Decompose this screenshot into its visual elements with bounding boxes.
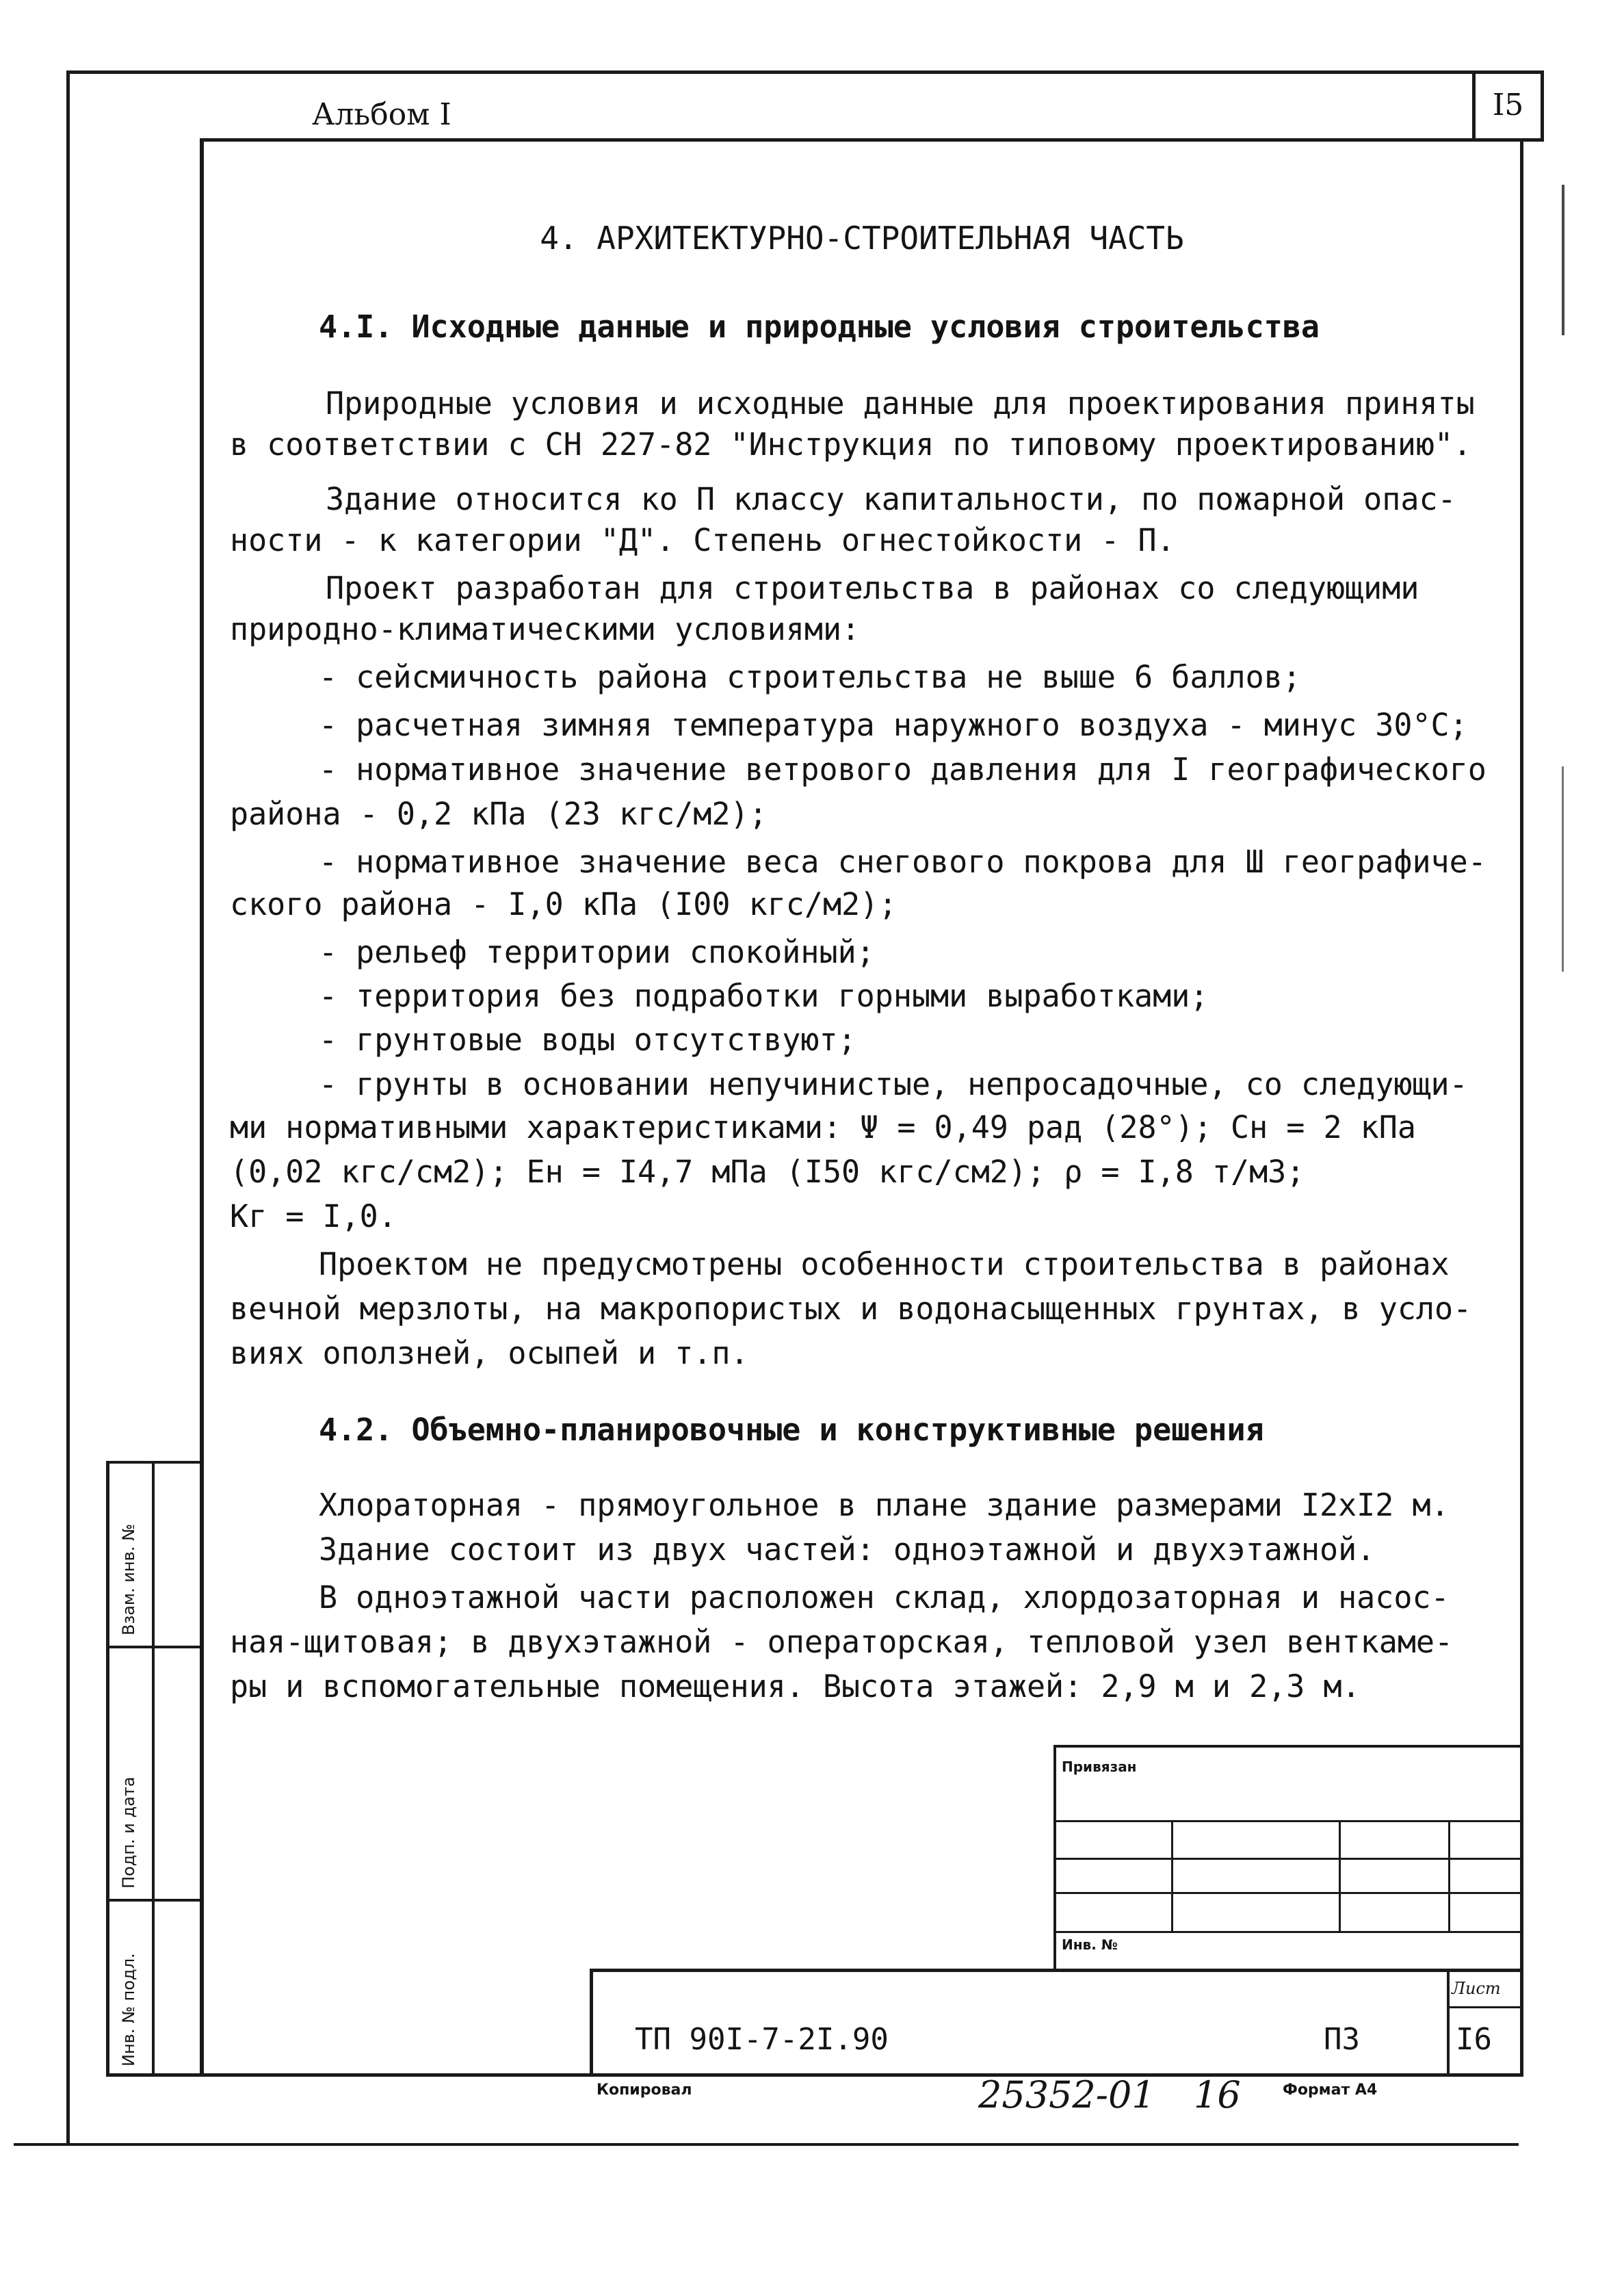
body-line: ми нормативными характеристиками: Ψ = 0,49 рад (28°); Сн = 2 кПа [230, 1109, 1416, 1145]
body-line: ная-щитовая; в двухэтажной - операторская, тепловой узел венткаме- [230, 1624, 1454, 1660]
registration-sheet: 16 [1194, 2073, 1241, 2116]
title-block-left [590, 1969, 593, 2077]
body-line: Хлораторная - прямоугольное в плане здание размерами I2хI2 м. [319, 1487, 1450, 1523]
frame-top [203, 138, 1544, 142]
section-title: 4. АРХИТЕКТУРНО-СТРОИТЕЛЬНАЯ ЧАСТЬ [540, 220, 1184, 257]
bind-table-col [1339, 1820, 1341, 1931]
bind-table-row [1053, 1858, 1523, 1860]
frame-bottom [109, 2073, 1523, 2077]
body-line: - территория без подработки горными выработками; [319, 978, 1209, 1014]
body-line: - расчетная зимняя температура наружного воздуха - минус 30°С; [319, 707, 1468, 743]
frame-left [200, 138, 204, 2075]
title-block-top [590, 1969, 1523, 1972]
sheet-number: I6 [1456, 2022, 1492, 2057]
outer-border-left [66, 70, 70, 2146]
body-line: в соответствии с СН 227-82 "Инструкция по типовому проектированию". [230, 426, 1472, 463]
scan-edge-mark [1562, 766, 1564, 972]
album-label: Альбом I [312, 97, 451, 132]
body-line: - грунты в основании непучинистые, непросадочные, со следующи- [319, 1066, 1468, 1102]
inv-number-label: Инв. № [1062, 1936, 1118, 1953]
body-line: виях оползней, осыпей и т.п. [230, 1335, 749, 1371]
body-line: - нормативное значение веса снегового покрова для Ш географиче- [319, 844, 1487, 880]
side-stamp-row [106, 1646, 202, 1648]
pagebox-left [1472, 74, 1476, 139]
body-line: ры и вспомогательные помещения. Высота этажей: 2,9 м и 2,3 м. [230, 1668, 1361, 1704]
body-line: - грунтовые воды отсутствуют; [319, 1022, 856, 1058]
bind-table-col [1171, 1820, 1173, 1931]
format-label: Формат А4 [1283, 2082, 1378, 2099]
registration-number: 25352-01 [978, 2073, 1155, 2116]
body-line: Проект разработан для строительства в районах со следующими [326, 570, 1419, 606]
side-stamp-divider [152, 1461, 155, 2077]
outer-border-top [66, 70, 1544, 74]
body-line: ского района - I,0 кПа (I00 кгс/м2); [230, 886, 898, 922]
bind-table-col [1448, 1820, 1450, 1931]
body-line: - рельеф территории спокойный; [319, 934, 875, 970]
body-line: ности - к категории "Д". Степень огнестойкости - П. [230, 522, 1175, 558]
document-type: ПЗ [1324, 2022, 1360, 2057]
title-block-sheet-col [1447, 1969, 1450, 2077]
body-line: Здание состоит из двух частей: одноэтажной и двухэтажной. [319, 1531, 1376, 1568]
side-stamp-top [106, 1461, 202, 1464]
bind-table-row [1053, 1820, 1523, 1822]
bind-table-top [1053, 1745, 1523, 1748]
body-line: вечной мерзлоты, на макропористых и водонасыщенных грунтах, в усло- [230, 1291, 1472, 1327]
bind-table-row [1053, 1931, 1523, 1933]
subsection-2-title: 4.2. Объемно-планировочные и конструктивные решения [319, 1412, 1264, 1448]
bind-table-row [1053, 1892, 1523, 1894]
body-line: Проектом не предусмотрены особенности строительства в районах [319, 1246, 1450, 1282]
body-line: природно-климатическими условиями: [230, 611, 861, 647]
body-line: Кг = I,0. [230, 1198, 397, 1234]
body-line: района - 0,2 кПа (23 кгс/м2); [230, 796, 768, 832]
side-stamp-inv-podl: Инв. № подл. [119, 1953, 138, 2066]
side-stamp-podp: Подп. и дата [119, 1776, 138, 1889]
pagebox-right [1541, 70, 1544, 139]
side-stamp-vzam: Взам. инв. № [119, 1524, 138, 1635]
frame-right [1520, 138, 1523, 2075]
body-line: В одноэтажной части расположен склад, хлордозаторная и насос- [319, 1579, 1450, 1616]
subsection-1-title: 4.I. Исходные данные и природные условия строительства [319, 309, 1320, 345]
body-line: - нормативное значение ветрового давления для I географического [319, 751, 1487, 788]
side-stamp-left [106, 1461, 109, 2077]
scan-edge-mark [1562, 185, 1564, 335]
body-line: (0,02 кгс/см2); Ен = I4,7 мПа (I50 кгс/см2); ρ = I,8 т/м3; [230, 1154, 1305, 1190]
sheet-label: Лист [1452, 1979, 1501, 1998]
body-line: - сейсмичность района строительства не выше 6 баллов; [319, 659, 1301, 695]
copied-label: Копировал [597, 2082, 692, 2099]
body-line: Здание относится ко П классу капитальности, по пожарной опас- [326, 481, 1456, 517]
body-line: Природные условия и исходные данные для проектирования приняты [326, 385, 1475, 422]
title-block-sheet-row [1447, 2006, 1523, 2008]
page-number: I5 [1492, 88, 1524, 122]
side-stamp-row [106, 1899, 202, 1902]
bind-table-label: Привязан [1062, 1759, 1137, 1775]
outer-border-bottom [14, 2143, 1519, 2146]
document-code: ТП 90I-7-2I.90 [635, 2022, 889, 2057]
